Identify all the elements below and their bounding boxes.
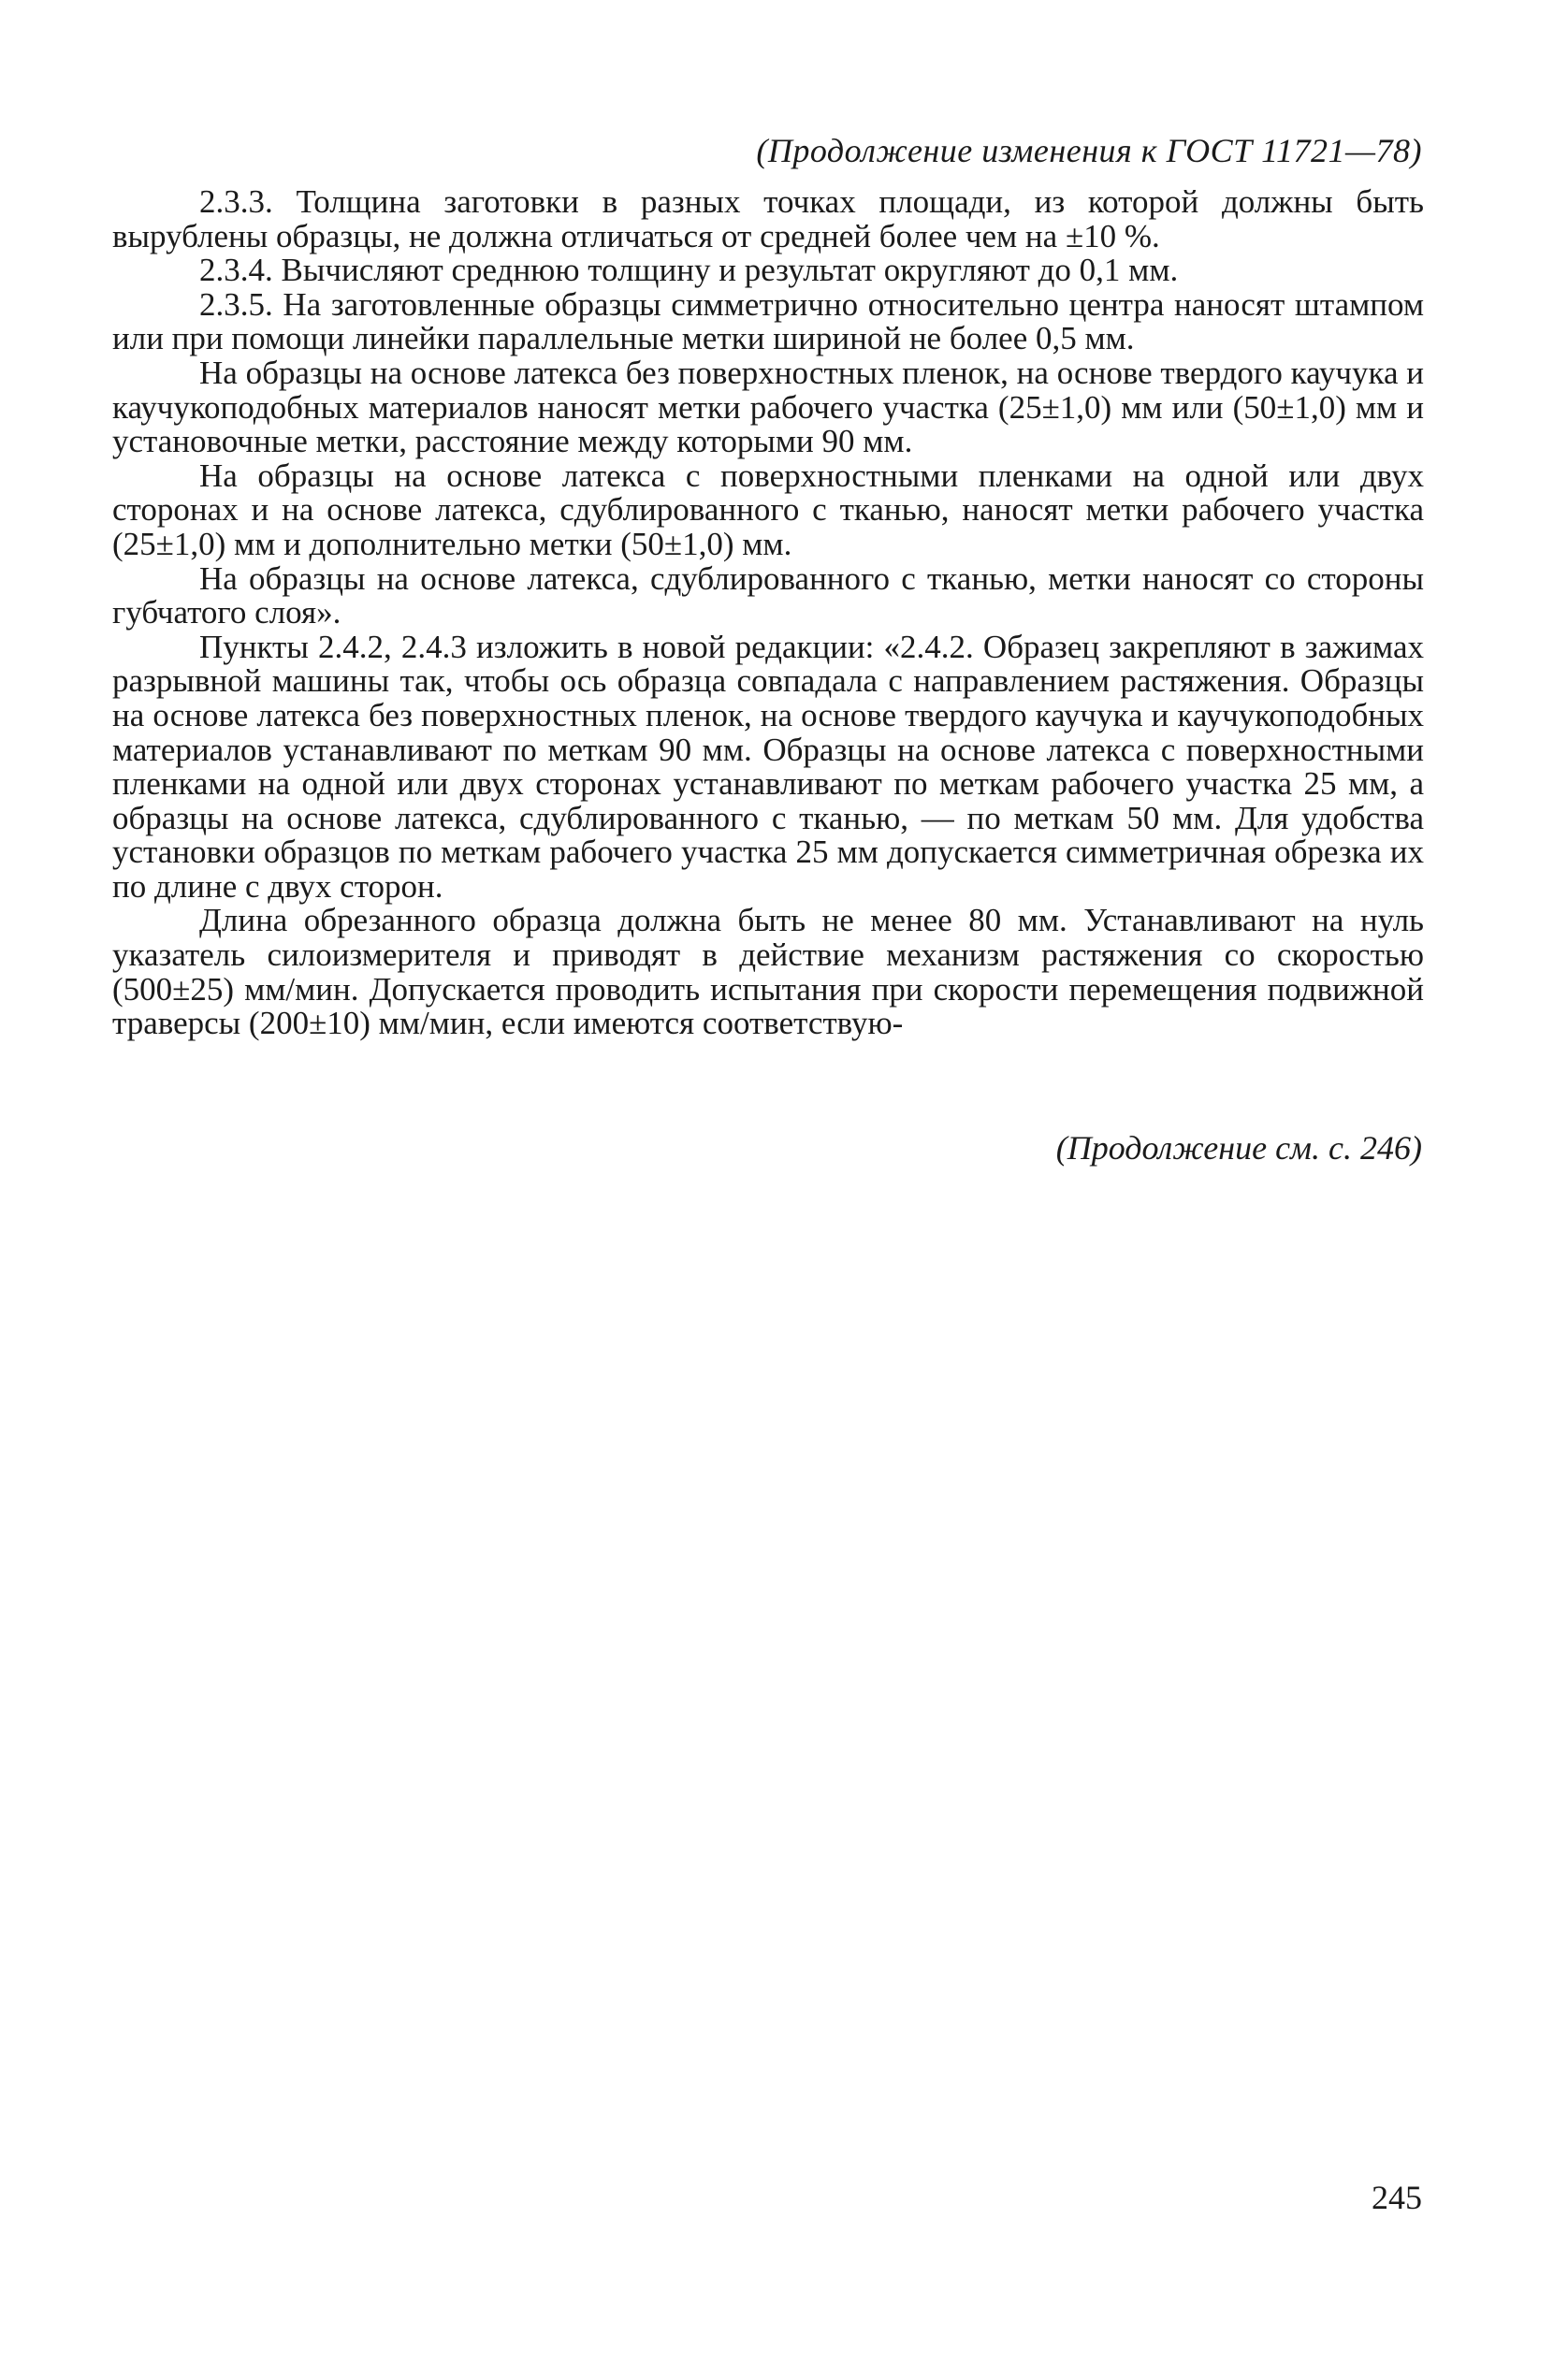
paragraph-2-3-4: 2.3.4. Вычисляют среднюю толщину и результат округляют до 0,1 мм. (199, 252, 1179, 289)
paragraph-spongy-layer: На образцы на основе латекса, сдублированного с тканью, метки наносят со стороны губчатого слоя». (112, 559, 1424, 631)
paragraph-trimmed-sample: Длина обрезанного образца должна быть не менее 80 мм. Устанавливают на нуль указатель силоизмерителя и приводят в действие механизм растяжения со скоростью (500±25) мм/мин. Допускается проводить испытания при скорости перемещения подвижной траверсы (200±10) мм/мин, если имеются соответствую- (112, 902, 1424, 1042)
paragraph-2-3-5: 2.3.5. На заготовленные образцы симметрично относительно центра наносят штампом или при помощи линейки параллельные метки шириной не более 0,5 мм. (112, 285, 1424, 357)
body-text (112, 185, 1424, 1041)
page-header: (Продолжение изменения к ГОСТ 11721—78) (756, 132, 1422, 169)
paragraph-latex-without-films: На образцы на основе латекса без поверхностных пленок, на основе твердого каучука и каучукоподобных материалов наносят метки рабочего участка (25±1,0) мм или (50±1,0) мм и установочные метки, расстояние между которыми 90 мм. (112, 354, 1424, 460)
paragraph-2-3-3: 2.3.3. Толщина заготовки в разных точках площади, из которой должны быть вырублены образцы, не должна отличаться от средней более чем на ±10 %. (112, 183, 1424, 254)
paragraph-latex-with-films: На образцы на основе латекса с поверхностными пленками на одной или двух сторонах и на основе латекса, сдублированного с тканью, наносят метки рабочего участка (25±1,0) мм и дополнительно метки (50±1,0) мм. (112, 457, 1424, 562)
paragraph-2-4-2: Пункты 2.4.2, 2.4.3 изложить в новой редакции: «2.4.2. Образец закрепляют в зажимах разрывной машины так, чтобы ось образца совпадала с направлением растяжения. Образцы на основе латекса без поверхностных пленок, на основе твердого каучука и каучукоподобных материалов устанавливают по меткам 90 мм. Образцы на основе латекса с поверхностными пленками на одной или двух сторонах устанавливают по меткам рабочего участка 25 мм, а образцы на основе латекса, сдублированного с тканью, — по меткам 50 мм. Для удобства установки образцов по меткам рабочего участка 25 мм допускается симметричная обрезка их по длине с двух сторон. (112, 628, 1424, 905)
continuation-note: (Продолжение см. с. 246) (1055, 1129, 1422, 1167)
page-number: 245 (1372, 2179, 1422, 2216)
